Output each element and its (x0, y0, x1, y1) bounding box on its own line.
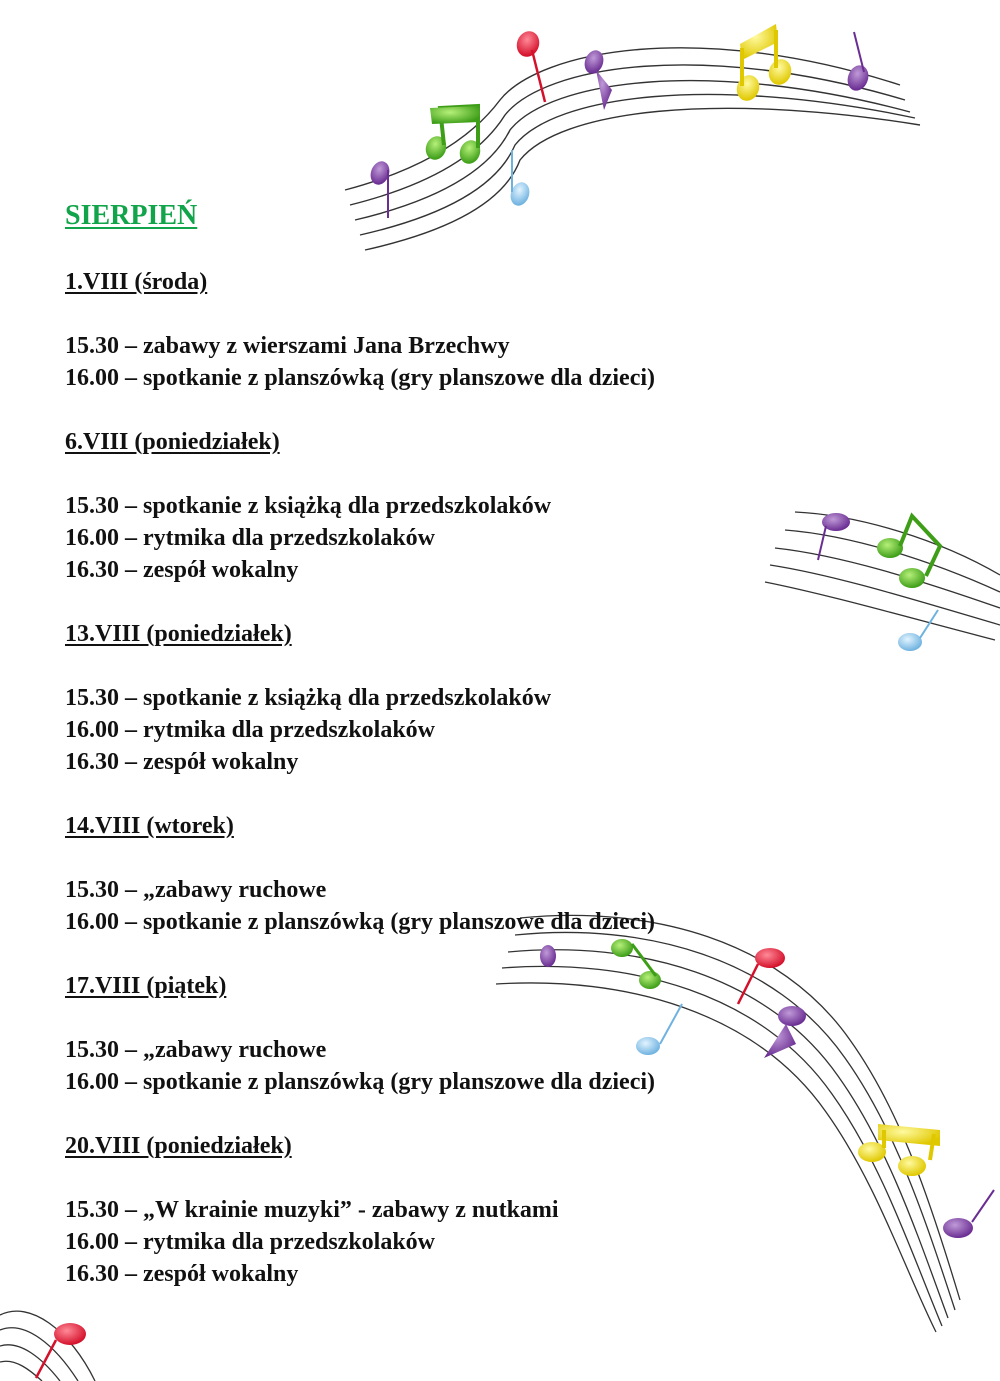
schedule-item: 16.00 – spotkanie z planszówką (gry planszowe dla dzieci) (65, 909, 656, 935)
day-items (65, 1034, 965, 1098)
day-heading: 1.VIII (środa) (65, 269, 208, 295)
day-section (65, 810, 965, 938)
schedule-item: 16.30 – zespół wokalny (65, 557, 299, 583)
note-purple-icon (367, 159, 392, 188)
schedule-item: 15.30 – „zabawy ruchowe (65, 1037, 327, 1063)
schedule-item: 15.30 – „zabawy ruchowe (65, 877, 327, 903)
day-items (65, 490, 965, 586)
note-green-icon (422, 133, 449, 162)
schedule-item: 16.00 – spotkanie z planszówką (gry planszowe dla dzieci) (65, 1069, 656, 1095)
day-section (65, 266, 965, 394)
schedule-item: 16.30 – zespół wokalny (65, 1261, 299, 1287)
top-notes-decoration (367, 24, 871, 218)
schedule-item: 16.00 – rytmika dla przedszkolaków (65, 717, 436, 743)
day-heading: 13.VIII (poniedziałek) (65, 621, 292, 647)
day-heading: 20.VIII (poniedziałek) (65, 1133, 292, 1159)
note-yellow-icon (733, 72, 763, 104)
note-purple-icon (581, 48, 606, 77)
day-section (65, 618, 965, 778)
schedule-item: 16.00 – rytmika dla przedszkolaków (65, 1229, 436, 1255)
day-items (65, 1194, 965, 1290)
schedule-item: 16.00 – spotkanie z planszówką (gry planszowe dla dzieci) (65, 365, 656, 391)
day-section (65, 1130, 965, 1290)
day-items (65, 330, 965, 394)
day-heading: 17.VIII (piątek) (65, 973, 227, 999)
note-red-icon (54, 1323, 86, 1345)
note-red-icon (513, 28, 543, 60)
schedule-item: 15.30 – spotkanie z książką dla przedszkolaków (65, 685, 552, 711)
schedule-item: 15.30 – spotkanie z książką dla przedszkolaków (65, 493, 552, 519)
day-heading: 14.VIII (wtorek) (65, 813, 234, 839)
day-section (65, 970, 965, 1098)
schedule-item: 16.30 – zespół wokalny (65, 749, 299, 775)
schedule-item: 15.30 – zabawy z wierszami Jana Brzechwy (65, 333, 510, 359)
schedule (65, 196, 965, 1290)
schedule-item: 16.00 – rytmika dla przedszkolaków (65, 525, 436, 551)
day-section (65, 426, 965, 586)
page-title: SIERPIEŃ (65, 200, 198, 231)
day-items (65, 682, 965, 778)
day-heading: 6.VIII (poniedziałek) (65, 429, 280, 455)
schedule-item: 15.30 – „W krainie muzyki” - zabawy z nutkami (65, 1197, 559, 1223)
bottom-left-staff-decoration (0, 1311, 95, 1381)
note-purple-icon (844, 62, 872, 93)
day-items (65, 874, 965, 938)
bottom-left-notes-decoration (36, 1323, 86, 1378)
